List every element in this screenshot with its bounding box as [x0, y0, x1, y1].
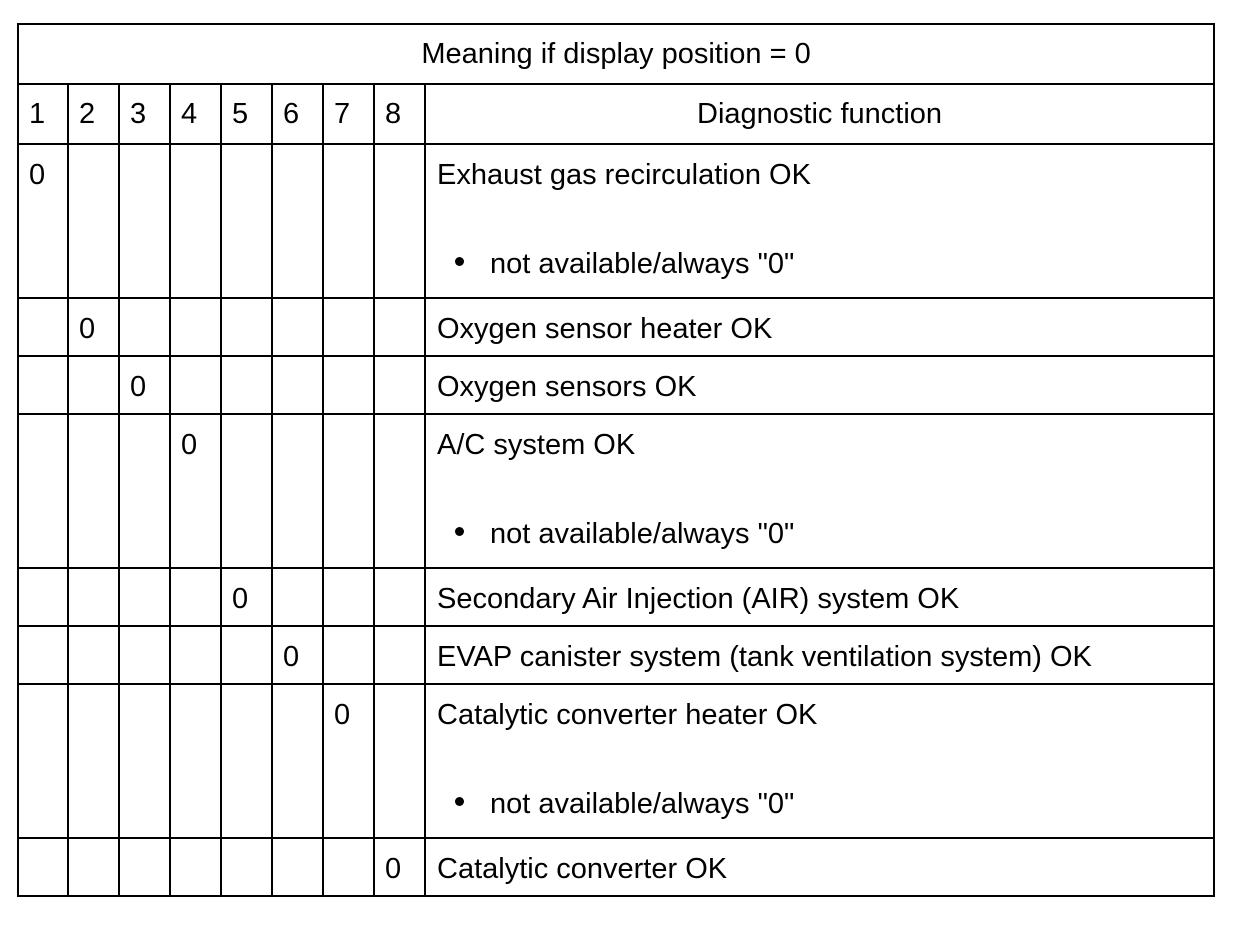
position-cell-3 [119, 298, 170, 356]
function-cell [425, 838, 1214, 896]
position-cell-8 [374, 626, 425, 684]
table-row [18, 568, 1214, 626]
position-cell-5: 0 [221, 568, 272, 626]
position-cell-6 [272, 414, 323, 568]
position-cell-5 [221, 356, 272, 414]
function-cell [425, 626, 1214, 684]
position-cell-5 [221, 414, 272, 568]
position-cell-4 [170, 144, 221, 298]
position-cell-3 [119, 414, 170, 568]
position-cell-5 [221, 298, 272, 356]
position-cell-3 [119, 838, 170, 896]
position-cell-3 [119, 568, 170, 626]
position-cell-6 [272, 568, 323, 626]
position-cell-2 [68, 568, 119, 626]
function-label: Catalytic converter heater OK [437, 699, 818, 731]
position-cell-4: 0 [170, 414, 221, 568]
position-cell-5 [221, 684, 272, 838]
function-note [437, 248, 1213, 281]
position-cell-6: 0 [272, 626, 323, 684]
position-cell-3: 0 [119, 356, 170, 414]
position-header-7: 7 [323, 84, 374, 144]
position-cell-2 [68, 144, 119, 298]
position-cell-5 [221, 626, 272, 684]
position-cell-4 [170, 838, 221, 896]
position-cell-6 [272, 684, 323, 838]
position-cell-6 [272, 356, 323, 414]
position-cell-1 [18, 684, 68, 838]
position-cell-1 [18, 568, 68, 626]
position-cell-6 [272, 838, 323, 896]
position-cell-6 [272, 298, 323, 356]
position-cell-3 [119, 626, 170, 684]
table-row [18, 298, 1214, 356]
function-cell [425, 568, 1214, 626]
table-row [18, 626, 1214, 684]
position-cell-1 [18, 356, 68, 414]
function-note [437, 788, 1213, 821]
function-cell [425, 298, 1214, 356]
table-row [18, 838, 1214, 896]
position-header-5: 5 [221, 84, 272, 144]
position-cell-7 [323, 838, 374, 896]
bullet-icon [455, 797, 464, 806]
position-cell-2: 0 [68, 298, 119, 356]
position-cell-4 [170, 298, 221, 356]
position-header-6: 6 [272, 84, 323, 144]
function-cell [425, 144, 1214, 298]
position-cell-7 [323, 144, 374, 298]
function-label: EVAP canister system (tank ventilation system) OK [437, 641, 1092, 673]
position-cell-7 [323, 568, 374, 626]
position-cell-7 [323, 356, 374, 414]
function-cell [425, 414, 1214, 568]
position-cell-1 [18, 626, 68, 684]
function-cell [425, 684, 1214, 838]
position-cell-2 [68, 838, 119, 896]
function-note-text: not available/always "0" [490, 518, 795, 550]
position-cell-2 [68, 414, 119, 568]
position-cell-1 [18, 414, 68, 568]
table-row [18, 356, 1214, 414]
position-cell-1 [18, 298, 68, 356]
position-cell-1: 0 [18, 144, 68, 298]
position-cell-8 [374, 684, 425, 838]
position-cell-8 [374, 568, 425, 626]
diagnostic-table [17, 23, 1215, 897]
function-label: A/C system OK [437, 429, 636, 461]
position-cell-8 [374, 356, 425, 414]
function-label: Exhaust gas recirculation OK [437, 159, 811, 191]
bullet-icon [455, 257, 464, 266]
position-header-8: 8 [374, 84, 425, 144]
position-cell-8 [374, 414, 425, 568]
position-cell-3 [119, 144, 170, 298]
position-header-2: 2 [68, 84, 119, 144]
function-label: Catalytic converter OK [437, 853, 728, 885]
position-cell-2 [68, 356, 119, 414]
position-cell-7: 0 [323, 684, 374, 838]
position-header-4: 4 [170, 84, 221, 144]
table-title: Meaning if display position = 0 [18, 24, 1214, 84]
position-cell-2 [68, 626, 119, 684]
position-cell-4 [170, 568, 221, 626]
function-label: Oxygen sensors OK [437, 371, 697, 403]
function-note-text: not available/always "0" [490, 248, 795, 280]
position-cell-7 [323, 626, 374, 684]
bullet-icon [455, 527, 464, 536]
position-cell-6 [272, 144, 323, 298]
function-label: Oxygen sensor heater OK [437, 313, 773, 345]
position-cell-3 [119, 684, 170, 838]
table-row [18, 144, 1214, 298]
position-cell-7 [323, 414, 374, 568]
position-cell-1 [18, 838, 68, 896]
function-cell [425, 356, 1214, 414]
position-cell-8: 0 [374, 838, 425, 896]
position-cell-5 [221, 838, 272, 896]
position-header-1: 1 [18, 84, 68, 144]
position-cell-4 [170, 356, 221, 414]
function-label: Secondary Air Injection (AIR) system OK [437, 583, 960, 615]
position-cell-4 [170, 684, 221, 838]
position-header-3: 3 [119, 84, 170, 144]
table-row [18, 684, 1214, 838]
position-cell-7 [323, 298, 374, 356]
position-cell-2 [68, 684, 119, 838]
position-cell-5 [221, 144, 272, 298]
function-note-text: not available/always "0" [490, 788, 795, 820]
position-cell-4 [170, 626, 221, 684]
table-row [18, 414, 1214, 568]
function-note [437, 518, 1213, 551]
diagnostic-function-header: Diagnostic function [425, 84, 1214, 144]
position-cell-8 [374, 144, 425, 298]
position-cell-8 [374, 298, 425, 356]
